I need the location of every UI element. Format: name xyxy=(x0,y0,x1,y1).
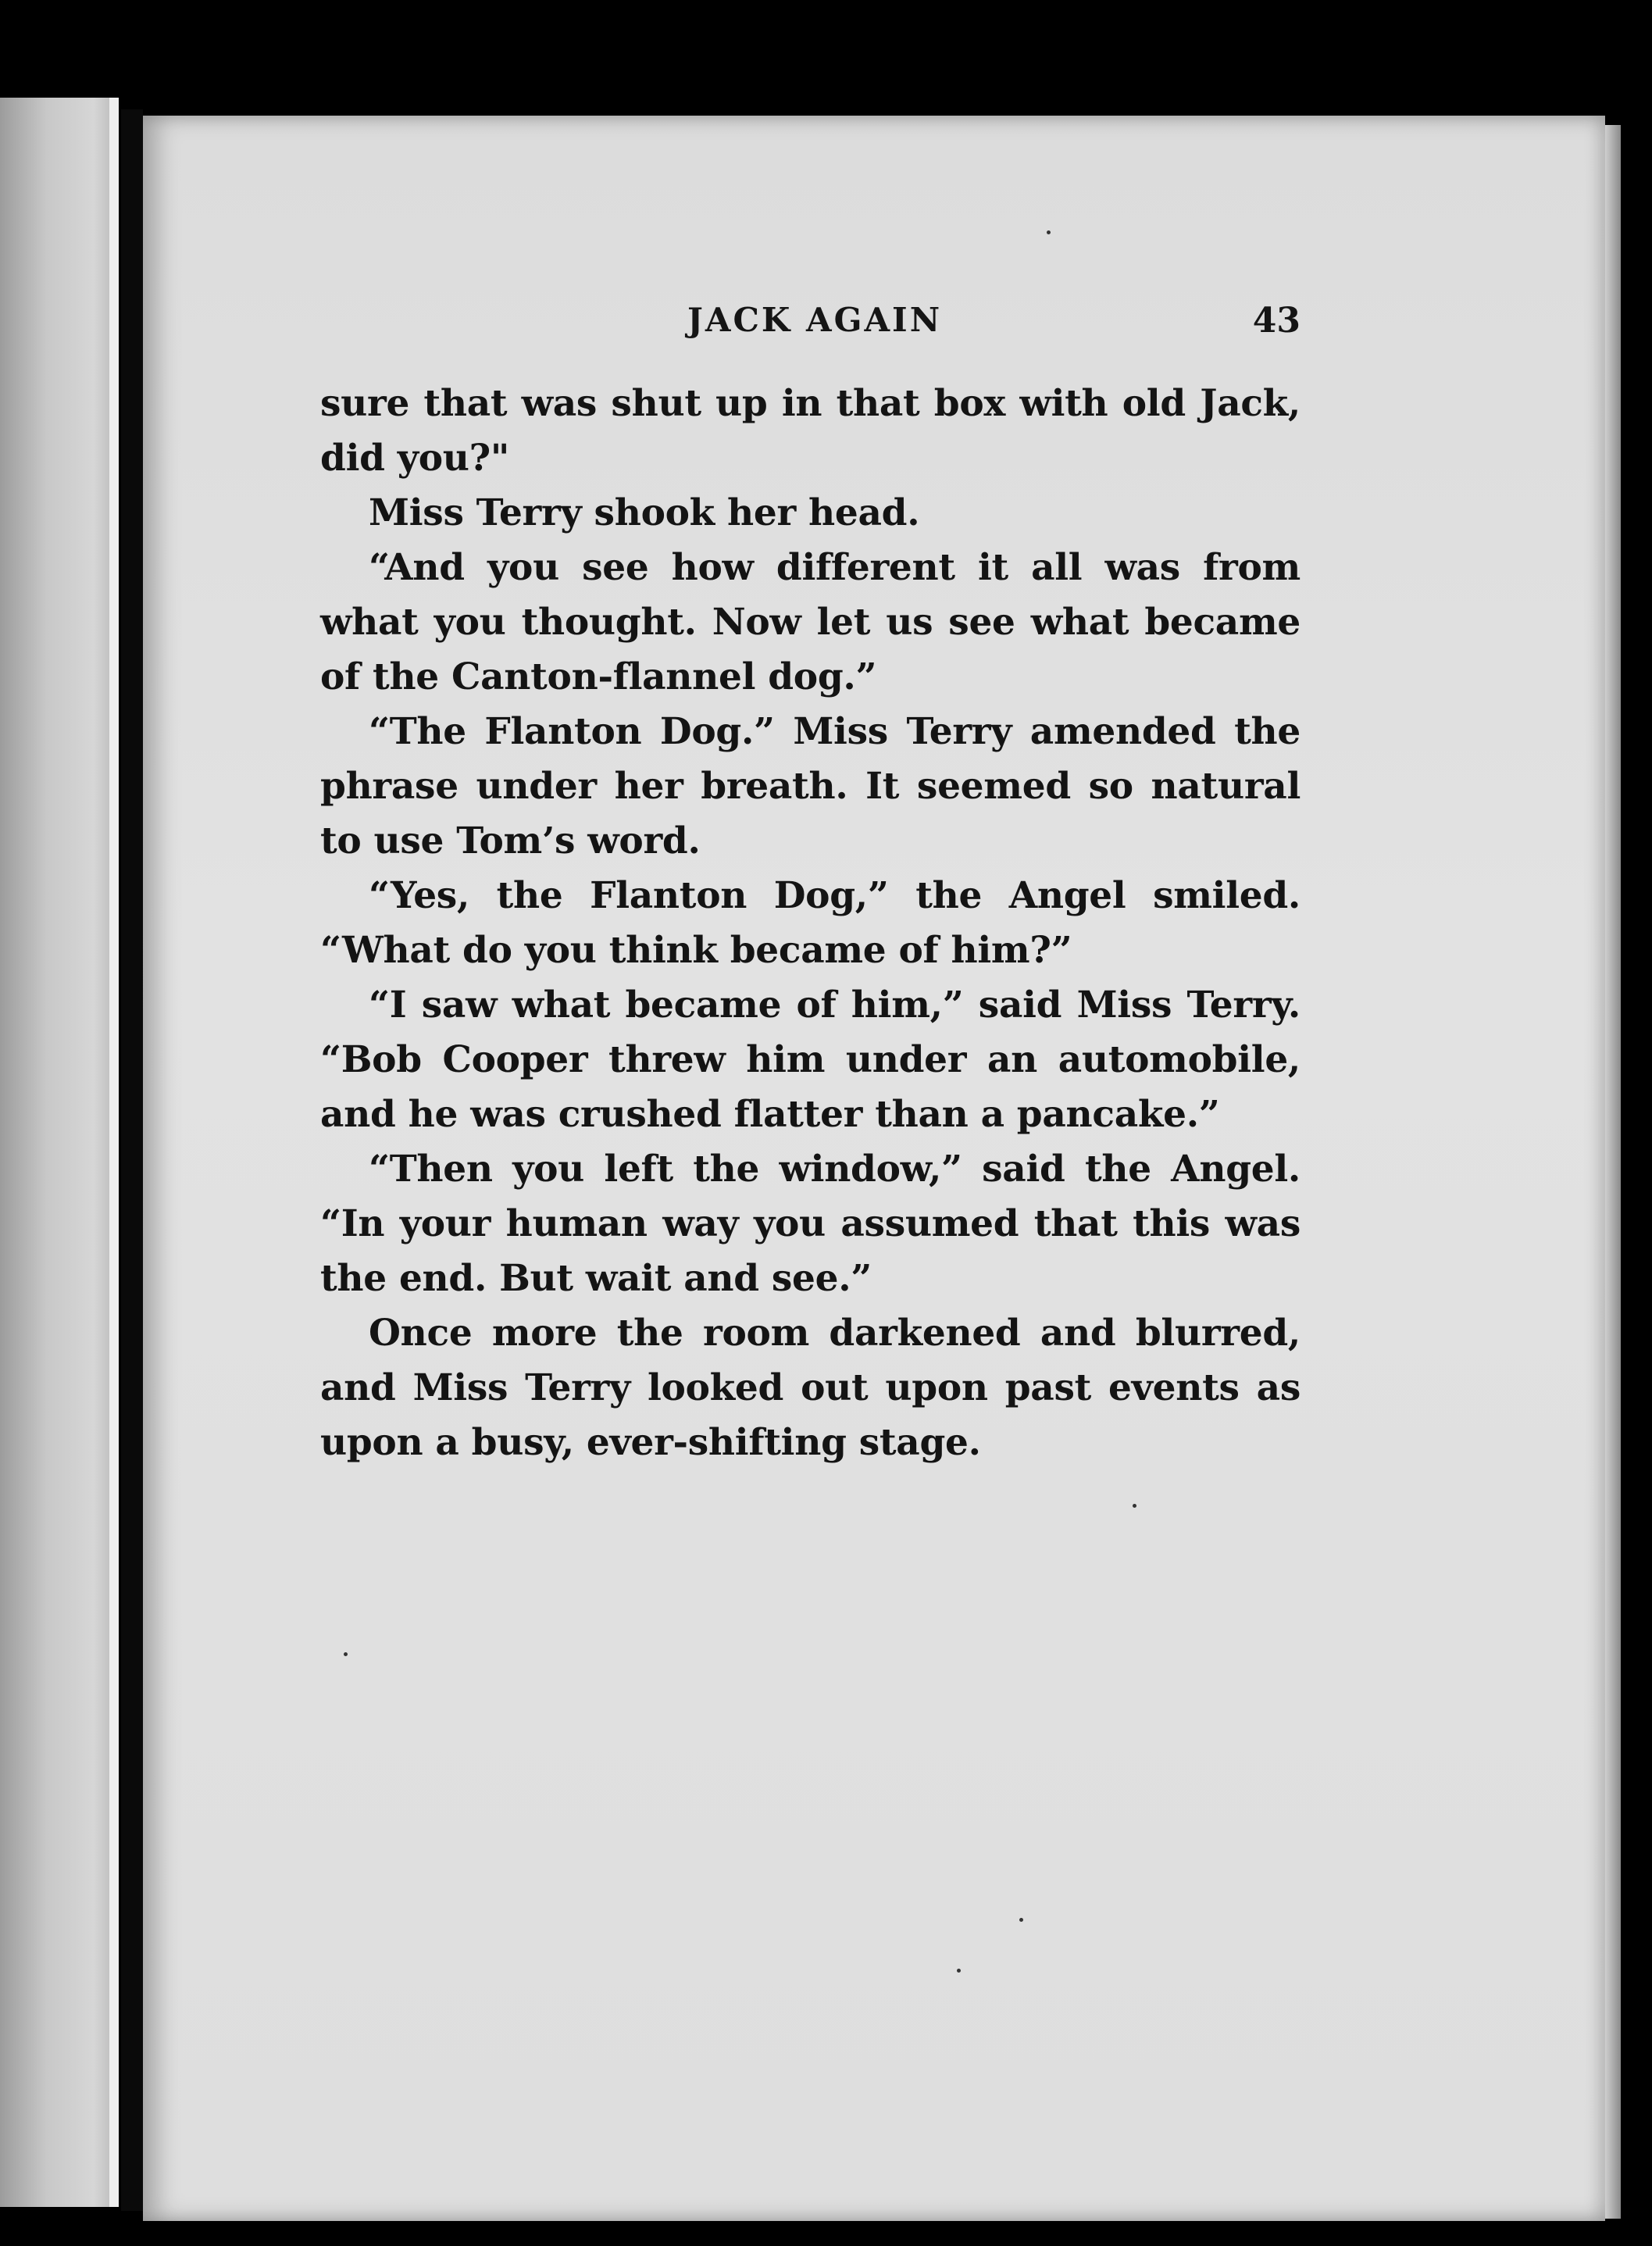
body-text xyxy=(320,377,1301,1470)
previous-page-edge xyxy=(0,98,117,2207)
paragraph: “And you see how different it all was from what you thought. Now let us see what became of the Canton-flannel dog.” xyxy=(320,546,1301,698)
paragraph: Miss Terry shook her head. xyxy=(369,491,920,534)
scan-speck xyxy=(1047,230,1051,234)
scan-speck xyxy=(957,1969,961,1973)
scan-speck xyxy=(344,1652,348,1656)
paragraph: “The Flanton Dog.” Miss Terry amended the phrase under her breath. It seemed so natural to use Tom’s word. xyxy=(320,710,1301,862)
scan-speck xyxy=(1019,1918,1023,1922)
paragraph: “Then you left the window,” said the Angel. “In your human way you assumed that this was the end. But wait and see.” xyxy=(320,1148,1301,1300)
paragraph: “Yes, the Flanton Dog,” the Angel smiled. “What do you think became of him?” xyxy=(320,874,1301,972)
running-head: JACK AGAIN xyxy=(687,301,943,339)
paragraph: “I saw what became of him,” said Miss Terry. “Bob Cooper threw him under an automobile, and he was crushed flatter than a pancake.” xyxy=(320,984,1301,1136)
page-number: 43 xyxy=(1252,301,1301,341)
paragraph: Once more the room darkened and blurred, and Miss Terry looked out upon past events as upon a busy, ever-shifting stage. xyxy=(320,1312,1301,1464)
book-gutter xyxy=(121,109,143,2211)
paragraph-continued: sure that was shut up in that box with old Jack, did you?" xyxy=(320,382,1301,480)
page-edge-shadow xyxy=(1605,125,1621,2219)
page-header xyxy=(316,301,1301,355)
previous-page-margin xyxy=(109,98,119,2207)
scan-speck xyxy=(1133,1504,1136,1508)
